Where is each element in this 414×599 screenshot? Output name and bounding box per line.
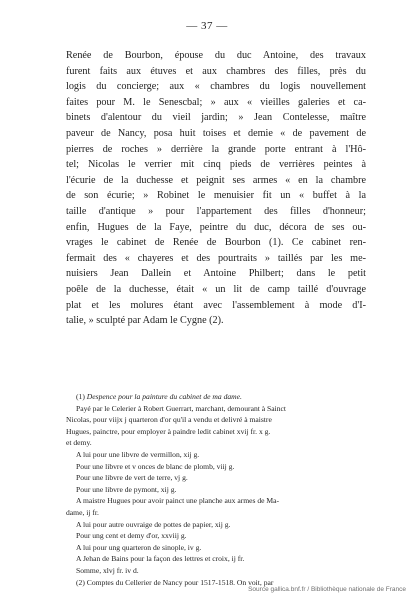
footnote-line: dame, ij fr.	[66, 507, 99, 517]
source-credit: Source gallica.bnf.fr / Bibliothèque nationale de France	[248, 586, 406, 593]
footnote-line: A Jehan de Bains pour la façon des lettres et croix, ij fr.	[76, 554, 245, 564]
footnote-line: Somme, xlvj fr. iv d.	[76, 565, 139, 575]
text-line: Renée de Bourbon, épouse du duc Antoine, des travaux	[66, 50, 366, 61]
footnote-line: A lui pour ung quarteron de sinople, iv g.	[76, 542, 202, 552]
footnote-line: Nicolas, pour viijx j quarteron d'or qu'il a vendu et delivré à maistre	[66, 415, 272, 425]
footnote-line: et demy.	[66, 438, 92, 448]
footnote-line: Hugues, painctre, pour employer à paindre ledit cabinet xvij fr. x g.	[66, 426, 271, 436]
footnote-line: A lui pour une libvre de vermillon, xij g.	[76, 449, 200, 459]
text-line: poêle de la duchesse, était « un lit de camp taillé d'ouvrage	[66, 283, 366, 295]
text-line: nuisiers Jean Dallein et Antoine Philbert; dans le petit	[66, 268, 366, 280]
text-line: furent faits aux étuves et aux chambres des filles, près du	[66, 65, 366, 77]
text-line: logis du concierge; aux « chambres du logis nouvellement	[66, 81, 366, 93]
main-text	[66, 48, 366, 329]
footnotes	[66, 391, 366, 588]
footnote-line: A maistre Hugues pour avoir painct une planche aux armes de Ma-	[76, 496, 280, 506]
text-line: fermait des « chayeres et des pourtraits » taillés par les me-	[66, 252, 366, 264]
footnote-title: Despence pour la painture du cabinet de ma dame.	[86, 392, 242, 401]
text-line: binets d'alentour du vieil jardin; » Jean Contelesse, maître	[66, 112, 366, 124]
text-line: taille d'antique » pour l'appartement des filles d'honneur;	[66, 205, 366, 217]
footnote-1-heading	[66, 391, 366, 403]
text-line: vrages le cabinet de Renée de Bourbon (1). Ce cabinet ren-	[66, 237, 366, 249]
text-line: de son écurie; » Robinet le menuisier fit un « buffet à la	[66, 190, 366, 202]
footnote-line: Payé par le Celerier à Robert Guerrart, marchant, demourant à Sainct	[76, 403, 287, 413]
text-line: tel; Nicolas le verrier mit cinq pieds de verrières peintes à	[66, 159, 366, 171]
footnote-line: Pour une libvre de pymont, xij g.	[76, 484, 177, 494]
text-line: plat et les molures étant avec l'assemblement à mode d'I-	[66, 299, 366, 311]
footnote-line: Pour une libvre et v onces de blanc de plomb, viij g.	[76, 461, 235, 471]
footnote-line: Pour une libvre de vert de terre, vj g.	[76, 473, 188, 483]
footnote-line: (2) Comptes du Cellerier de Nancy pour 1517-1518. On voit, par	[76, 577, 274, 587]
text-line: pierres de roches » derrière la grande porte entrant à l'Hô-	[66, 143, 366, 155]
text-line: paveur de Nancy, posa huit toises et demie « de pavement de	[66, 127, 366, 139]
text-line: faites pour M. le Senescbal; » aux « vieilles galeries et ca-	[66, 96, 366, 108]
text-line: enfin, Hugues de la Faye, peintre du duc, décora de ses ou-	[66, 221, 366, 233]
page-number: — 37 —	[186, 20, 228, 32]
footnote-line: A lui pour autre ouvraige de pottes de papier, xij g.	[76, 519, 231, 529]
text-line: l'écurie de la duchesse et peignit ses armes « en la chambre	[66, 174, 366, 186]
text-line: talie, » sculpté par Adam le Cygne (2).	[66, 315, 224, 327]
footnote-marker: (1)	[76, 392, 85, 401]
footnote-line: Pour ung cent et demy d'or, xxviij g.	[76, 531, 187, 541]
